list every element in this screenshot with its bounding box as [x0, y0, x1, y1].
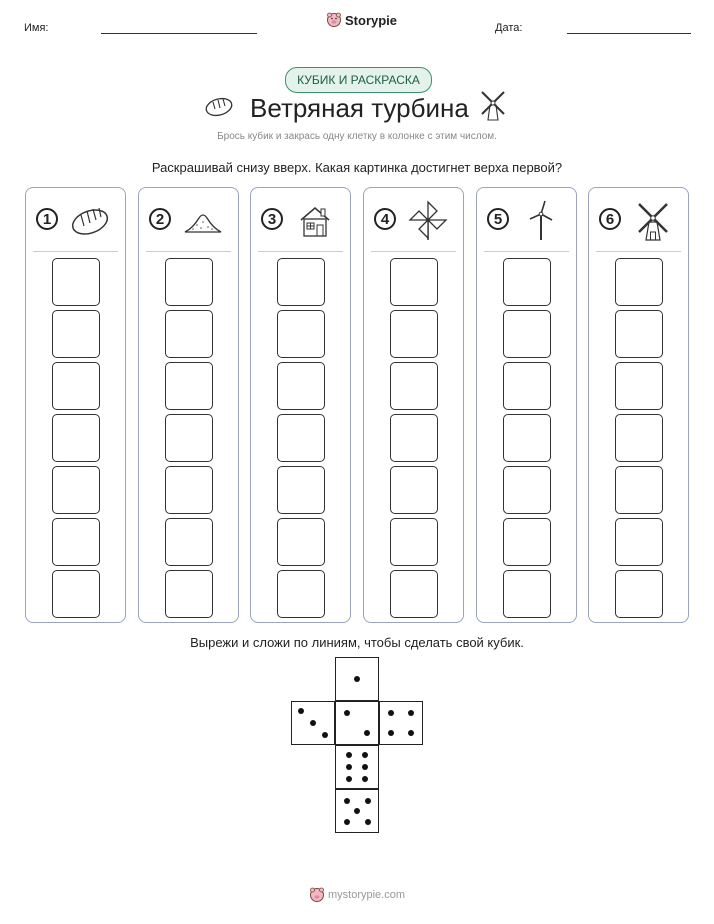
- column-number: 5: [487, 208, 509, 230]
- die-pip: [298, 708, 304, 714]
- pig-mascot-icon: [309, 887, 325, 903]
- coloring-cell[interactable]: [165, 414, 213, 462]
- column-divider: [371, 251, 456, 252]
- column-4: [363, 187, 464, 623]
- coloring-cell[interactable]: [615, 362, 663, 410]
- coloring-cell[interactable]: [503, 258, 551, 306]
- coloring-cell[interactable]: [165, 362, 213, 410]
- die-pip: [354, 808, 360, 814]
- coloring-cell[interactable]: [277, 518, 325, 566]
- subtitle: Брось кубик и закрась одну клетку в колонке с этим числом.: [217, 131, 497, 142]
- coloring-cell[interactable]: [165, 518, 213, 566]
- column-number: 6: [599, 208, 621, 230]
- die-face-2: [335, 701, 379, 745]
- pinwheel-icon: [406, 198, 450, 242]
- column-1: [25, 187, 126, 623]
- coloring-cell[interactable]: [52, 570, 100, 618]
- coloring-cell[interactable]: [503, 570, 551, 618]
- coloring-cell[interactable]: [277, 362, 325, 410]
- coloring-cell[interactable]: [503, 518, 551, 566]
- die-pip: [388, 730, 394, 736]
- house-icon: [293, 198, 337, 242]
- coloring-cell[interactable]: [390, 414, 438, 462]
- coloring-cell[interactable]: [390, 466, 438, 514]
- die-pip: [346, 764, 352, 770]
- bread-icon: [68, 198, 112, 242]
- coloring-cell[interactable]: [277, 310, 325, 358]
- column-5: [476, 187, 577, 623]
- page-title: Ветряная турбина: [250, 93, 469, 123]
- coloring-cell[interactable]: [390, 570, 438, 618]
- brand-name: Storypie: [345, 12, 398, 28]
- die-pip: [408, 710, 414, 716]
- die-face-5: [335, 789, 379, 833]
- die-pip: [344, 710, 350, 716]
- column-number: 1: [36, 208, 58, 230]
- die-pip: [364, 730, 370, 736]
- footer-url[interactable]: mystorypie.com: [328, 889, 406, 901]
- coloring-cell[interactable]: [615, 570, 663, 618]
- windmill-icon: [478, 89, 508, 121]
- die-face-3: [291, 701, 335, 745]
- coloring-cell[interactable]: [615, 414, 663, 462]
- coloring-cell[interactable]: [615, 518, 663, 566]
- column-divider: [596, 251, 681, 252]
- column-number: 4: [374, 208, 396, 230]
- die-pip: [408, 730, 414, 736]
- coloring-cell[interactable]: [277, 570, 325, 618]
- column-2: [138, 187, 239, 623]
- coloring-cell[interactable]: [615, 258, 663, 306]
- coloring-cell[interactable]: [503, 310, 551, 358]
- coloring-cell[interactable]: [165, 310, 213, 358]
- wind-turbine-icon: [519, 198, 563, 242]
- die-pip: [362, 776, 368, 782]
- column-divider: [258, 251, 343, 252]
- instruction: Раскрашивай снизу вверх. Какая картинка достигнет верха первой?: [151, 160, 563, 175]
- coloring-cell[interactable]: [390, 258, 438, 306]
- coloring-cell[interactable]: [52, 258, 100, 306]
- die-face-1: [335, 657, 379, 701]
- name-field-line[interactable]: [101, 33, 257, 34]
- footer: [309, 887, 405, 903]
- coloring-cell[interactable]: [390, 310, 438, 358]
- name-label: Имя:: [24, 22, 49, 34]
- coloring-cell[interactable]: [277, 258, 325, 306]
- die-pip: [346, 752, 352, 758]
- column-divider: [146, 251, 231, 252]
- coloring-cell[interactable]: [277, 414, 325, 462]
- coloring-cell[interactable]: [52, 466, 100, 514]
- windmill-icon: [631, 198, 675, 242]
- column-divider: [33, 251, 118, 252]
- coloring-cell[interactable]: [52, 362, 100, 410]
- coloring-cell[interactable]: [52, 310, 100, 358]
- date-field-line[interactable]: [567, 33, 691, 34]
- coloring-cell[interactable]: [390, 362, 438, 410]
- bread-icon: [204, 96, 234, 118]
- cut-instruction: Вырежи и сложи по линиям, чтобы сделать свой кубик.: [190, 635, 524, 650]
- die-pip: [354, 676, 360, 682]
- die-pip: [346, 776, 352, 782]
- column-number: 3: [261, 208, 283, 230]
- die-pip: [388, 710, 394, 716]
- coloring-cell[interactable]: [503, 414, 551, 462]
- die-pip: [344, 819, 350, 825]
- die-pip: [310, 720, 316, 726]
- coloring-cell[interactable]: [52, 518, 100, 566]
- die-pip: [365, 798, 371, 804]
- coloring-cell[interactable]: [615, 466, 663, 514]
- column-6: [588, 187, 689, 623]
- pig-mascot-icon: [326, 12, 342, 28]
- die-face-4: [379, 701, 423, 745]
- date-label: Дата:: [495, 22, 523, 34]
- die-pip: [362, 764, 368, 770]
- coloring-cell[interactable]: [165, 570, 213, 618]
- die-pip: [365, 819, 371, 825]
- die-face-6: [335, 745, 379, 789]
- brand-logo: [326, 12, 397, 28]
- coloring-cell[interactable]: [52, 414, 100, 462]
- coloring-cell[interactable]: [390, 518, 438, 566]
- column-divider: [484, 251, 569, 252]
- coloring-cell[interactable]: [503, 466, 551, 514]
- flour-pile-icon: [181, 198, 225, 242]
- die-pip: [322, 732, 328, 738]
- coloring-cell[interactable]: [615, 310, 663, 358]
- column-number: 2: [149, 208, 171, 230]
- activity-badge: КУБИК И РАСКРАСКА: [285, 67, 432, 93]
- coloring-cell[interactable]: [165, 258, 213, 306]
- die-pip: [362, 752, 368, 758]
- coloring-cell[interactable]: [165, 466, 213, 514]
- coloring-cell[interactable]: [503, 362, 551, 410]
- coloring-cell[interactable]: [277, 466, 325, 514]
- die-pip: [344, 798, 350, 804]
- column-3: [250, 187, 351, 623]
